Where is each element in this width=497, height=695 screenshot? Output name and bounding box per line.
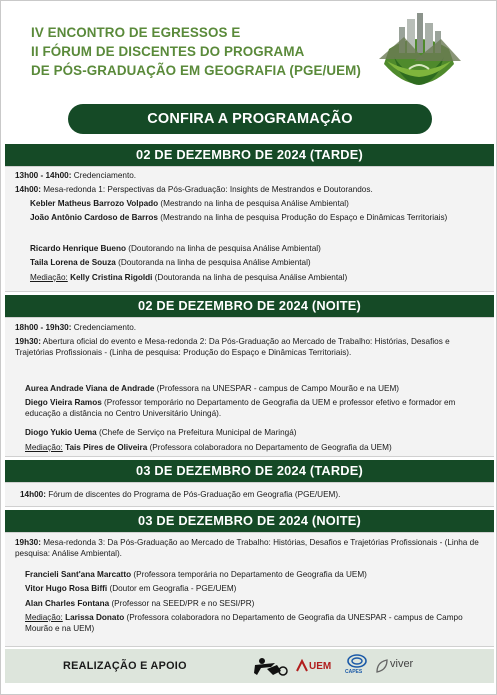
viver-leaf-icon [375,658,389,674]
list-item: 18h00 - 19h30: Credenciamento. [15,323,137,332]
list-item: 14h00: Mesa-redonda 1: Perspectivas da Pós-Graduação: Insights de Mestrandos e Doutorandos. [15,185,373,194]
list-item: Alan Charles Fontana (Professor na SEED/PR e no SESI/PR) [25,599,255,608]
confira-programacao-button[interactable]: CONFIRA A PROGRAMAÇÃO [68,104,432,134]
list-item: Mediação: Tais Pires de Oliveira (Professora colaboradora no Departamento de Geografia da UEM) [25,443,392,452]
capes-logo [343,653,371,679]
list-item: 19h30: Abertura oficial do evento e Mesa-redonda 2: Da Pós-Graduação ao Mercado de Trabalho: Histórias, Desafios e Trajetórias Profissionais - (Linha de pesquisa: Produção do Espaço e Dinâmicas Territoriais). [15,337,450,358]
list-item: Diego Vieira Ramos (Professor temporário no Departamento de Geografia da UEM e professor efetivo e formador em educação a distância no Centro Universitário Uningá). [25,398,456,419]
uem-symbol-icon [295,659,309,673]
uem-logo [295,653,339,679]
list-item: Ricardo Henrique Bueno (Doutorando na linha de pesquisa Análise Ambiental) [30,244,321,253]
list-item: 19h30: Mesa-redonda 3: Da Pós-Graduação ao Mercado de Trabalho: Histórias, Desafios e Trajetórias Profissionais - (Linha de pesquisa: Análise Ambiental). [15,538,479,559]
viver-logo-text: viver [390,658,414,670]
section-title-3: 03 DE DEZEMBRO DE 2024 (TARDE) [5,460,494,482]
event-logo-icon [369,9,469,99]
footer [5,649,494,683]
title-line-3: DE PÓS-GRADUAÇÃO EM GEOGRAFIA (PGE/UEM) [31,63,361,78]
list-item: Kebler Matheus Barrozo Volpado (Mestrando na linha de pesquisa Análise Ambiental) [30,199,349,208]
header [1,1,497,101]
list-item: Diogo Yukio Uema (Chefe de Serviço na Prefeitura Municipal de Maringá) [25,428,297,437]
section-title-4: 03 DE DEZEMBRO DE 2024 (NOITE) [5,510,494,532]
list-item: 14h00: Fórum de discentes do Programa de Pós-Graduação em Geografia (PGE/UEM). [20,490,341,499]
title-line-1: IV ENCONTRO DE EGRESSOS E [31,25,241,40]
section-title-2: 02 DE DEZEMBRO DE 2024 (NOITE) [5,295,494,317]
capes-symbol-icon [346,653,368,669]
viver-logo [375,653,425,679]
event-title [31,23,391,80]
list-item: Francieli Sant'ana Marcatto (Professora temporária no Departamento de Geografia da UEM) [25,570,367,579]
list-item: Aurea Andrade Viana de Andrade (Professora na UNESPAR - campus de Campo Mourão e na UEM) [25,384,400,393]
list-item: João Antônio Cardoso de Barros (Mestrando na linha de pesquisa Produção do Espaço e Dinâmicas Territoriais) [30,213,448,222]
section-title-1: 02 DE DEZEMBRO DE 2024 (TARDE) [5,144,494,166]
list-item: Taila Lorena de Souza (Doutoranda na linha de pesquisa Análise Ambiental) [30,258,311,267]
geography-lab-logo-icon [251,653,291,679]
list-item: Mediação: Kelly Cristina Rigoldi (Doutoranda na linha de pesquisa Análise Ambiental) [30,273,348,282]
list-item: Vitor Hugo Rosa Biffi (Doutor em Geografia - PGE/UEM) [25,584,237,593]
footer-label: REALIZAÇÃO E APOIO [63,660,187,672]
list-item: Mediação: Larissa Donato (Professora colaboradora no Departamento de Geografia da UNESPAR - campus de Campo Mourão e na UEM) [25,613,463,634]
list-item: 13h00 - 14h00: Credenciamento. [15,171,137,180]
title-line-2: II FÓRUM DE DISCENTES DO PROGRAMA [31,44,305,59]
capes-logo-text: CAPES [345,669,363,675]
uem-logo-text: UEM [309,661,332,672]
